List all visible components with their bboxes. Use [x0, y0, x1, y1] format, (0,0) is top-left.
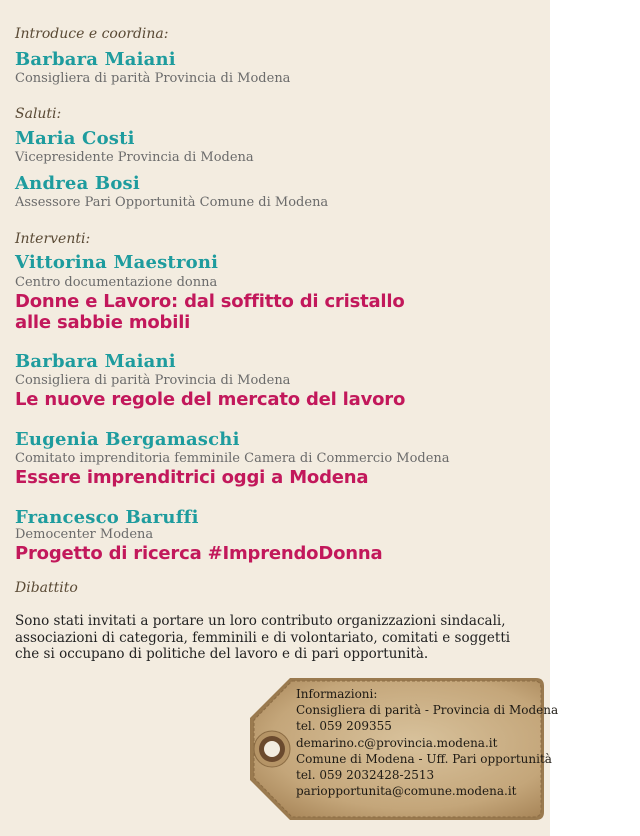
speaker-role: Assessore Pari Opportunità Comune di Modena	[15, 195, 329, 210]
talk-title: Progetto di ricerca #ImprendoDonna	[15, 543, 383, 564]
speaker-role: Consigliera di parità Provincia di Modena	[15, 71, 291, 86]
speaker-role: Vicepresidente Provincia di Modena	[15, 150, 254, 165]
info-phone: tel. 059 2032428-2513	[296, 768, 435, 783]
talk-title: alle sabbie mobili	[15, 312, 191, 333]
program-content	[15, 26, 540, 663]
invitation-line: Sono stati invitati a portare un loro contributo organizzazioni sindacali,	[15, 613, 506, 629]
interventi-label: Interventi:	[15, 231, 91, 247]
intro-label: Introduce e coordina:	[15, 26, 169, 42]
info-line: Comune di Modena - Uff. Pari opportunità	[296, 751, 552, 766]
info-line: Consigliera di parità - Provincia di Modena	[296, 703, 559, 718]
info-email-link[interactable]: demarino.c@provincia.modena.it	[296, 735, 498, 750]
speaker-role: Consigliera di parità Provincia di Modena	[15, 373, 291, 388]
info-heading: Informazioni:	[296, 687, 378, 701]
info-email-link[interactable]: pariopportunita@comune.modena.it	[296, 784, 517, 799]
speaker-name: Maria Costi	[15, 128, 135, 149]
speaker-name: Andrea Bosi	[15, 173, 140, 194]
invitation-line: associazioni di categoria, femminili e di volontariato, comitati e soggetti	[15, 629, 511, 646]
dibattito-label: Dibattito	[15, 580, 78, 596]
invitation-line: che si occupano di politiche del lavoro e di pari opportunità.	[15, 646, 429, 662]
speaker-role: Democenter Modena	[15, 527, 154, 542]
info-phone: tel. 059 209355	[296, 719, 392, 734]
speaker-role: Centro documentazione donna	[15, 275, 218, 290]
info-tag-text	[296, 686, 559, 799]
talk-title: Essere imprenditrici oggi a Modena	[15, 467, 369, 488]
speaker-role: Comitato imprenditoria femminile Camera di Commercio Modena	[15, 451, 450, 466]
speaker-name: Barbara Maiani	[15, 49, 176, 70]
speaker-name: Barbara Maiani	[15, 351, 176, 372]
speaker-name: Francesco Baruffi	[15, 507, 199, 528]
talk-title: Le nuove regole del mercato del lavoro	[15, 389, 406, 410]
speaker-name: Eugenia Bergamaschi	[15, 429, 240, 450]
talk-title: Donne e Lavoro: dal soffitto di cristallo	[15, 291, 405, 312]
speaker-name: Vittorina Maestroni	[15, 252, 219, 273]
invitation-paragraph	[15, 613, 540, 663]
saluti-label: Saluti:	[15, 106, 62, 122]
